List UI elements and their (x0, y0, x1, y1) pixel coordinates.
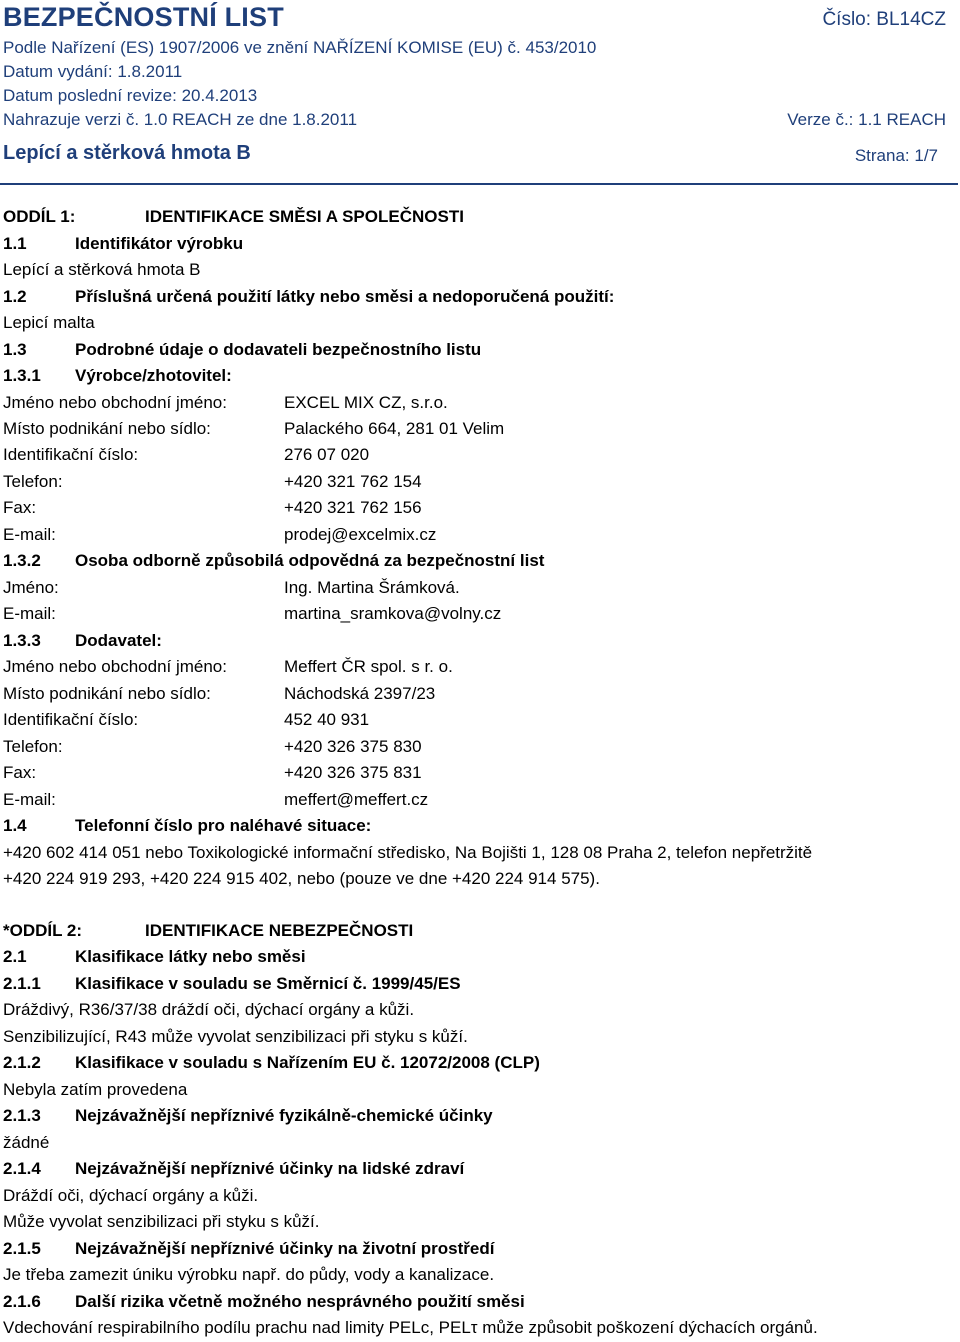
subsection-number: 1.4 (3, 816, 27, 835)
subsection-title: Klasifikace v souladu se Směrnicí č. 1999/45/ES (75, 974, 461, 993)
subsection-title: Identifikátor výrobku (75, 234, 244, 253)
subsection-title: Klasifikace v souladu s Nařízením EU č. 12072/2008 (CLP) (75, 1053, 540, 1072)
emergency-phone-line: +420 602 414 051 nebo Toxikologické informační středisko, Na Bojišti 1, 128 08 Praha 2, telefon nepřetržitě (3, 843, 813, 862)
field-label: E-mail: (3, 604, 56, 623)
revision-date: Datum poslední revize: 20.4.2013 (3, 86, 258, 105)
subsection-number: 1.3.1 (3, 366, 41, 385)
field-value: 452 40 931 (284, 710, 370, 729)
field-value: Meffert ČR spol. s r. o. (284, 657, 453, 676)
subsection-number: 2.1.4 (3, 1159, 41, 1178)
subsection-title: Podrobné údaje o dodavateli bezpečnostního listu (75, 340, 482, 359)
field-label: Telefon: (3, 737, 63, 756)
subsection-title: Klasifikace látky nebo směsi (75, 947, 306, 966)
field-value: Ing. Martina Šrámková. (284, 578, 460, 597)
issue-date: Datum vydání: 1.8.2011 (3, 62, 183, 81)
subsection-title: Dodavatel: (75, 631, 162, 650)
subsection-number: 2.1 (3, 947, 27, 966)
subsection-title: Telefonní číslo pro naléhavé situace: (75, 816, 372, 835)
version-number: Verze č.: 1.1 REACH (787, 110, 946, 129)
field-value: +420 321 762 156 (284, 498, 422, 517)
field-label: E-mail: (3, 790, 56, 809)
field-label: Fax: (3, 763, 37, 782)
subsection-title: Osoba odborně způsobilá odpovědná za bezpečnostní list (75, 551, 545, 570)
subsection-title: Příslušná určená použití látky nebo směsi a nedoporučená použití: (75, 287, 615, 306)
field-label: Jméno nebo obchodní jméno: (3, 393, 227, 412)
page-number: Strana: 1/7 (854, 146, 938, 165)
intended-use: Lepicí malta (3, 313, 95, 332)
subsection-number: 1.3.3 (3, 631, 41, 650)
section-2-number: *ODDÍL 2: (3, 921, 83, 940)
effects-line: Dráždí oči, dýchací orgány a kůži. (3, 1186, 259, 1205)
document-number: Číslo: BL14CZ (822, 9, 946, 30)
field-label: Identifikační číslo: (3, 445, 139, 464)
field-value: Náchodská 2397/23 (284, 684, 436, 703)
field-value: 276 07 020 (284, 445, 370, 464)
effects-line: žádné (3, 1133, 50, 1152)
section-1-number: ODDÍL 1: (3, 207, 76, 226)
classification-line: Dráždivý, R36/37/38 dráždí oči, dýchací orgány a kůži. (3, 1000, 415, 1019)
subsection-title: Nejzávažnější nepříznivé fyzikálně-chemické účinky (75, 1106, 493, 1125)
subsection-number: 1.3 (3, 340, 27, 359)
subsection-title: Nejzávažnější nepříznivé účinky na lidské zdraví (75, 1159, 465, 1178)
document-title: BEZPEČNOSTNÍ LIST (3, 2, 284, 32)
product-name-header: Lepící a stěrková hmota B (3, 142, 251, 164)
field-value: +420 326 375 830 (284, 737, 422, 756)
email-link[interactable]: martina_sramkova@volny.cz (284, 604, 502, 623)
section-2-title: IDENTIFIKACE NEBEZPEČNOSTI (145, 921, 414, 940)
section-1-title: IDENTIFIKACE SMĚSI A SPOLEČNOSTI (145, 207, 464, 226)
field-value: EXCEL MIX CZ, s.r.o. (284, 393, 448, 412)
classification-line: Senzibilizující, R43 může vyvolat senzibilizaci při styku s kůží. (3, 1027, 468, 1046)
subsection-number: 1.2 (3, 287, 27, 306)
field-label: Jméno nebo obchodní jméno: (3, 657, 227, 676)
subsection-title: Výrobce/zhotovitel: (75, 366, 232, 385)
subsection-number: 1.3.2 (3, 551, 41, 570)
field-value: +420 321 762 154 (284, 472, 422, 491)
subsection-number: 2.1.5 (3, 1239, 41, 1258)
effects-line: Je třeba zamezit úniku výrobku např. do půdy, vody a kanalizace. (3, 1265, 495, 1284)
regulation-line: Podle Nařízení (ES) 1907/2006 ve znění NAŘÍZENÍ KOMISE (EU) č. 453/2010 (3, 38, 597, 57)
classification-line: Nebyla zatím provedena (3, 1080, 188, 1099)
effects-line: Může vyvolat senzibilizaci při styku s kůží. (3, 1212, 320, 1231)
subsection-title: Další rizika včetně možného nesprávného použití směsi (75, 1292, 525, 1311)
subsection-number: 2.1.1 (3, 974, 41, 993)
subsection-number: 2.1.2 (3, 1053, 41, 1072)
field-label: Místo podnikání nebo sídlo: (3, 419, 211, 438)
subsection-title: Nejzávažnější nepříznivé účinky na životní prostředí (75, 1239, 495, 1258)
effects-line: Vdechování respirabilního podílu prachu nad limity PELc, PELτ může způsobit poškození dýchacích orgánů. (3, 1318, 818, 1337)
email-link[interactable]: prodej@excelmix.cz (284, 525, 437, 544)
email-link[interactable]: meffert@meffert.cz (284, 790, 429, 809)
product-identifier: Lepící a stěrková hmota B (3, 260, 201, 279)
field-label: E-mail: (3, 525, 56, 544)
subsection-number: 1.1 (3, 234, 27, 253)
replaces-version: Nahrazuje verzi č. 1.0 REACH ze dne 1.8.2011 (3, 110, 358, 129)
field-label: Místo podnikání nebo sídlo: (3, 684, 211, 703)
field-label: Identifikační číslo: (3, 710, 139, 729)
subsection-number: 2.1.6 (3, 1292, 41, 1311)
field-label: Fax: (3, 498, 37, 517)
field-label: Telefon: (3, 472, 63, 491)
emergency-phone-line: +420 224 919 293, +420 224 915 402, nebo (pouze ve dne +420 224 914 575). (3, 869, 600, 888)
field-label: Jméno: (3, 578, 59, 597)
field-value: Palackého 664, 281 01 Velim (284, 419, 505, 438)
subsection-number: 2.1.3 (3, 1106, 41, 1125)
field-value: +420 326 375 831 (284, 763, 422, 782)
header-divider (0, 183, 958, 185)
